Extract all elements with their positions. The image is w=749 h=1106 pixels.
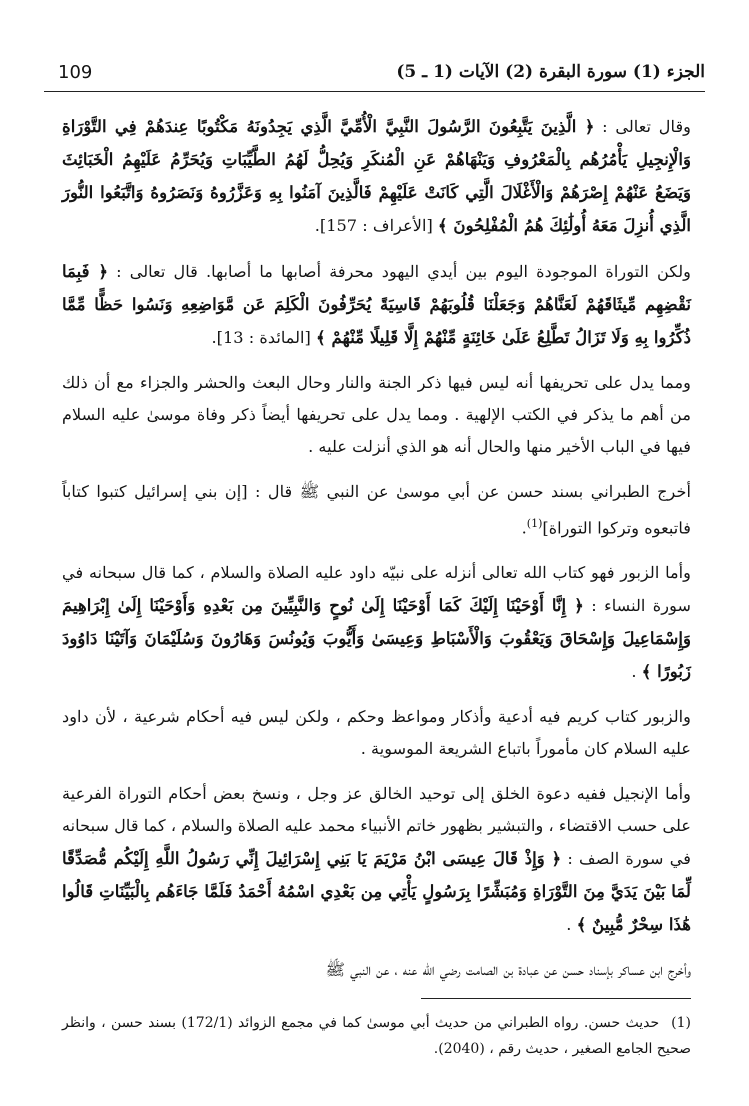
quran-verse-nisa: ﴿ إِنَّا أَوْحَيْنَا إِلَيْكَ كَمَا أَوْحَيْنَا إِلَىٰ نُوحٍ وَالنَّبِيِّينَ مِن بَعْدِهِ وَأَوْحَيْنَا إِلَىٰ إِبْرَاهِيمَ وَإِسْمَاعِيلَ وَإِسْحَاقَ وَيَعْقُوبَ وَالْأَسْبَاطِ وَعِيسَىٰ وَأَيُّوبَ وَيُونُسَ وَهَارُونَ وَسُلَيْمَانَ وَآتَيْنَا دَاوُودَ زَبُورًا ﴾ [62,595,691,682]
paragraph-5-end: . [631,662,642,682]
paragraph-3: ومما يدل على تحريفها أنه ليس فيها ذكر الجنة والنار وحال البعث والحشر والجزاء مع أن ذلك من أهم ما يذكر في الكتب الإلهية . ومما يدل على تحريفها أيضاً ذكر وفاة موسىٰ عليه السلام فيها في الباب الأخير منها والحال أنه هو الذي أنزلت عليه . [62,373,691,456]
page-number: 109 [58,62,93,83]
paragraph-5-intro: وأما الزبور فهو كتاب الله تعالى أنزله على نبيّه داود عليه الصلاة والسلام ، كما قال سبحانه في سورة النساء : [62,563,692,616]
quran-verse-araf: ﴿ الَّذِينَ يَتَّبِعُونَ الرَّسُولَ النَّبِيَّ الْأُمِّيَّ الَّذِي يَجِدُونَهُ مَكْتُوبًا عِندَهُمْ فِي التَّوْرَاةِ وَالْإِنجِيلِ يَأْمُرُهُم بِالْمَعْرُوفِ وَيَنْهَاهُمْ عَنِ الْمُنكَرِ وَيُحِلُّ لَهُمُ الطَّيِّبَاتِ وَيُحَرِّمُ عَلَيْهِمُ الْخَبَائِثَ وَيَضَعُ عَنْهُمْ إِصْرَهُمْ وَالْأَغْلَالَ الَّتِي كَانَتْ عَلَيْهِمْ فَالَّذِينَ آمَنُوا بِهِ وَعَزَّرُوهُ وَنَصَرُوهُ وَاتَّبَعُوا النُّورَ الَّذِي أُنزِلَ مَعَهُ أُولَٰئِكَ هُمُ الْمُفْلِحُونَ ﴾ [62,116,691,235]
footnote-rule [421,998,691,999]
quran-verse-maidah: ﴿ فَبِمَا نَقْضِهِم مِّيثَاقَهُمْ لَعَنَّاهُمْ وَجَعَلْنَا قُلُوبَهُمْ قَاسِيَةً يُحَرِّفُونَ الْكَلِمَ عَن مَّوَاضِعِهِ وَنَسُوا حَظًّا مِّمَّا ذُكِّرُوا بِهِ وَلَا تَزَالُ تَطَّلِعُ عَلَىٰ خَائِنَةٍ مِّنْهُمْ إِلَّا قَلِيلًا مِّنْهُمْ ﴾ [62,261,691,347]
footnote-marker[interactable]: (1) [526,517,543,530]
paragraph-8: وأخرج ابن عساكر بإسناد حسن عن عبادة بن الصامت رضي الله عنه ، عن النبي ﷺ [325,960,691,980]
paragraph-7-end: . [566,915,577,935]
verse-reference-araf: [الأعراف : 157]. [314,216,438,235]
verse-reference-maidah: [المائدة : 13]. [211,328,317,347]
header-rule [44,91,705,92]
paragraph-7-intro: وأما الإنجيل ففيه دعوة الخلق إلى توحيد الخالق عز وجل ، ونسخ بعض أحكام التوراة الفرعية على حسب الاقتضاء ، والتبشير بظهور خاتم الأنبياء محمد عليه الصلاة والسلام ، كما قال سبحانه في سورة الصف : [62,784,691,869]
paragraph-2 [62,255,691,354]
paragraph-5 [62,557,691,688]
paragraph-1-intro: وقال تعالى : [594,117,691,136]
footnote-text: حديث حسن. رواه الطبراني من حديث أبي موسىٰ كما في مجمع الزوائد (172/1) بسند حسن ، وانظر صحيح الجامع الصغير ، حديث رقم ، (2040). [62,1015,691,1057]
paragraph-1 [62,110,691,242]
paragraph-6: والزبور كتاب كريم فيه أدعية وأذكار ومواعظ وحكم ، ولكن ليس فيه أحكام شرعية ، لأن داود عليه السلام كان مأموراً باتباع الشريعة الموسوية . [62,707,691,759]
page-header [44,60,705,94]
paragraph-7 [62,778,691,941]
paragraph-2-intro: ولكن التوراة الموجودة اليوم بين أيدي اليهود محرفة أصابها ما أصابها. قال تعالى : [108,262,691,281]
main-text [62,110,691,999]
footnote [62,1010,691,1062]
footnote-number: (1) [671,1015,691,1031]
quran-verse-saff: ﴿ وَإِذْ قَالَ عِيسَى ابْنُ مَرْيَمَ يَا بَنِي إِسْرَائِيلَ إِنِّي رَسُولُ اللَّهِ إِلَيْكُم مُّصَدِّقًا لِّمَا بَيْنَ يَدَيَّ مِنَ التَّوْرَاةِ وَمُبَشِّرًا بِرَسُولٍ يَأْتِي مِن بَعْدِي اسْمُهُ أَحْمَدُ فَلَمَّا جَاءَهُم بِالْبَيِّنَاتِ قَالُوا هَٰذَا سِحْرٌ مُّبِينٌ ﴾ [62,848,691,935]
running-title: الجزء (1) سورة البقرة (2) الآيات (1 ـ 5) [396,62,705,82]
hadith-tabarani: أخرج الطبراني بسند حسن عن أبي موسىٰ عن النبي ﷺ قال : [إن بني إسرائيل كتبوا كتاباً فاتبعوه وتركوا التوراة] [62,482,691,538]
paragraph-4 [62,476,691,544]
paragraph-4-end: . [521,518,527,538]
